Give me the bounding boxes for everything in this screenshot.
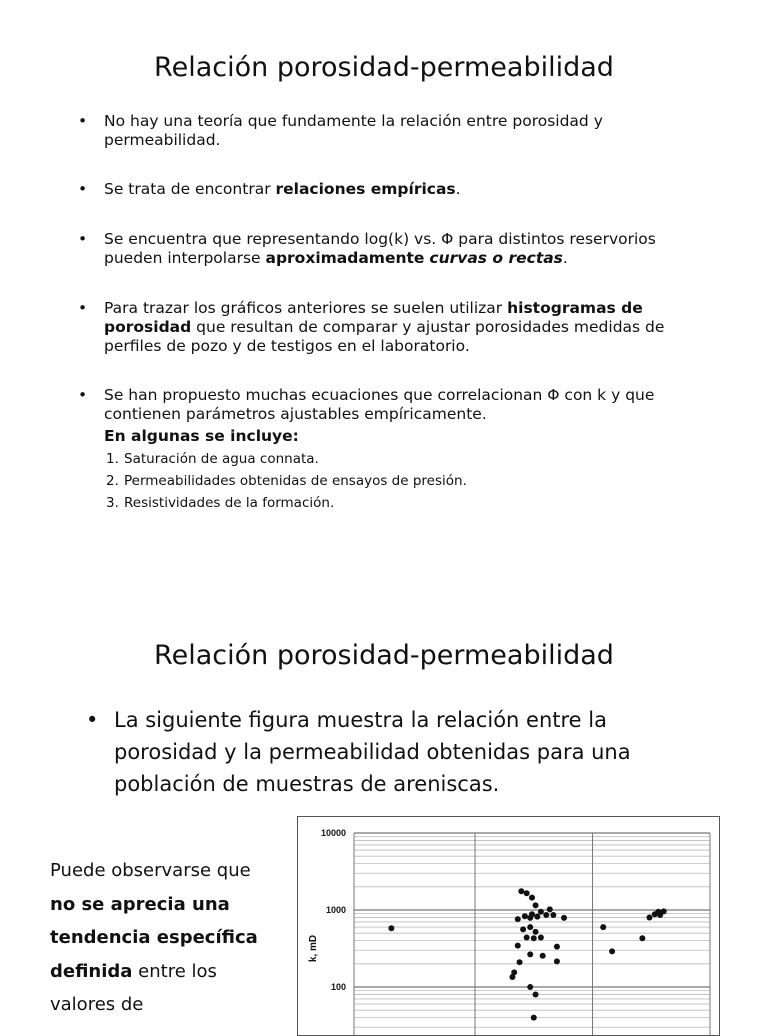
data-point — [522, 913, 528, 919]
scatter-plot-svg — [298, 817, 719, 1035]
data-point — [533, 929, 539, 935]
slide-1-title: Relación porosidad-permeabilidad — [154, 52, 614, 83]
data-point — [600, 924, 606, 930]
data-point — [388, 925, 394, 931]
side-text-end: entre los valores de — [50, 960, 217, 1015]
data-point — [529, 895, 535, 901]
data-point — [515, 943, 521, 949]
sub-heading: En algunas se incluye: — [104, 427, 299, 445]
data-point — [518, 888, 524, 894]
slide-2-title: Relación porosidad-permeabilidad — [154, 640, 614, 671]
data-point — [515, 916, 521, 922]
data-point — [550, 912, 556, 918]
bullet-log-k — [78, 230, 698, 268]
data-point — [609, 948, 615, 954]
data-point — [517, 959, 523, 965]
data-point — [543, 912, 549, 918]
y-tick-label: 100 — [330, 982, 346, 992]
list-text: Resistividades de la formación. — [124, 495, 335, 511]
scatter-chart — [297, 816, 720, 1036]
list-item — [104, 492, 698, 514]
bullet-text: La siguiente figura muestra la relación entre la porosidad y la permeabilidad obtenidas para una población de muestras de areniscas. — [114, 708, 631, 796]
bullet-text: Se trata de encontrar — [104, 180, 276, 198]
bullet-text-end: que resultan de comparar y ajustar porosidades medidas de perfiles de pozo y de testigos en el laboratorio. — [104, 318, 665, 355]
y-tick-label: 10000 — [320, 828, 346, 838]
list-item — [104, 470, 698, 492]
bullet-histogramas — [78, 299, 698, 356]
bullet-dot-icon: • — [86, 708, 99, 732]
data-point — [533, 902, 539, 908]
numbered-list — [104, 448, 698, 514]
data-point — [538, 934, 544, 940]
bullet-text: Se encuentra que representando log(k) vs. Φ para distintos reservorios pueden interpolarse — [104, 230, 656, 267]
data-point — [527, 915, 533, 921]
bullet-emphasis: relaciones empíricas — [275, 180, 456, 198]
data-point — [527, 924, 533, 930]
bullet-no-teoria — [78, 112, 698, 150]
bullet-emphasis: aproximadamente — [265, 249, 425, 267]
data-point — [657, 912, 663, 918]
side-emphasis: no se aprecia una tendencia específica definida — [50, 893, 258, 982]
data-point — [531, 1015, 537, 1021]
bullet-text: No hay una teoría que fundamente la relación entre porosidad y permeabilidad. — [104, 112, 603, 149]
data-point — [524, 934, 530, 940]
list-number: 3. — [106, 495, 119, 511]
data-point — [533, 991, 539, 997]
data-point — [520, 926, 526, 932]
y-tick-label: 1000 — [325, 905, 346, 915]
list-number: 2. — [106, 473, 119, 489]
data-point — [534, 914, 540, 920]
data-point — [509, 974, 515, 980]
data-point — [554, 958, 560, 964]
bullet-text-end: . — [562, 249, 568, 267]
y-axis-label: k, mD — [308, 934, 319, 963]
data-point — [540, 953, 546, 959]
slide-2 — [0, 590, 768, 1024]
list-text: Saturación de agua connata. — [124, 451, 319, 467]
bullet-ecuaciones — [78, 386, 698, 514]
data-point — [646, 914, 652, 920]
bullet-text: Para trazar los gráficos anteriores se suelen utilizar — [104, 299, 508, 317]
data-point — [531, 935, 537, 941]
bullet-relaciones-empiricas — [78, 180, 461, 199]
slide-2-bullet — [86, 704, 686, 800]
data-point — [524, 890, 530, 896]
list-text: Permeabilidades obtenidas de ensayos de presión. — [124, 473, 467, 489]
data-point — [527, 951, 533, 957]
data-point — [538, 909, 544, 915]
data-point — [639, 935, 645, 941]
data-point — [527, 984, 533, 990]
list-item — [104, 448, 698, 470]
data-point — [561, 915, 567, 921]
list-number: 1. — [106, 451, 119, 467]
bullet-text-end: . — [455, 180, 461, 198]
data-point — [547, 906, 553, 912]
side-paragraph — [50, 854, 260, 1022]
data-point — [554, 944, 560, 950]
bullet-emphasis: histogramas de porosidad — [104, 299, 643, 336]
side-text: Puede observarse que — [50, 860, 251, 881]
bullet-emphasis-italic: curvas o rectas — [429, 249, 563, 267]
bullet-text: • Se han propuesto muchas ecuaciones que correlacionan Φ con k y que contienen parámetros ajustables empíricamente. — [104, 386, 655, 423]
